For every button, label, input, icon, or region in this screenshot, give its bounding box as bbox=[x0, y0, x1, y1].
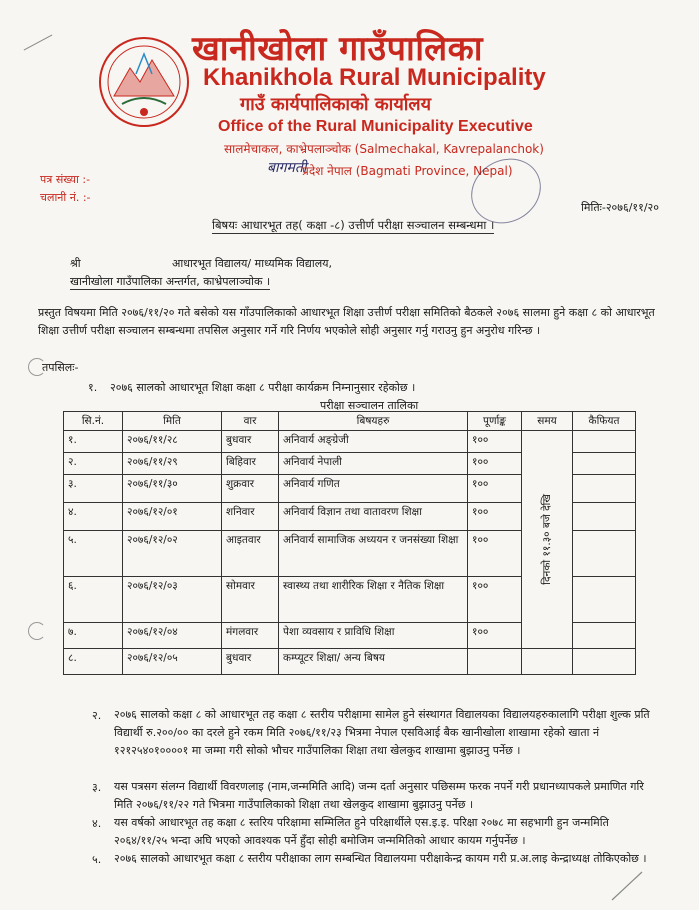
recipient-location: खानीखोला गाउँपालिका अन्तर्गत, काभ्रेपलाञ्चोक । bbox=[70, 275, 271, 288]
row-subject: पेशा व्यवसाय र प्राविधि शिक्षा bbox=[279, 623, 468, 649]
row-date: २०७६/११/३० bbox=[123, 475, 222, 503]
row-sn: ३. bbox=[64, 475, 123, 503]
row-date: २०७६/१२/०२ bbox=[123, 531, 222, 577]
row-subject: कम्प्यूटर शिक्षा/ अन्य बिषय bbox=[279, 649, 468, 675]
row-sn: ५. bbox=[64, 531, 123, 577]
row-sn: ४. bbox=[64, 503, 123, 531]
row-marks: १०० bbox=[468, 623, 522, 649]
patra-sankhya-label: पत्र संख्या :- bbox=[40, 173, 91, 186]
row-day: शुक्रवार bbox=[222, 475, 279, 503]
row-subject: अनिवार्य गणित bbox=[279, 475, 468, 503]
header-office-english: Office of the Rural Municipality Executive bbox=[218, 118, 533, 135]
row-marks: १०० bbox=[468, 503, 522, 531]
letter-date: मितिः-२०७६/११/२० bbox=[581, 201, 659, 214]
row-subject: अनिवार्य अङ्ग्रेजी bbox=[279, 431, 468, 453]
row-marks: १०० bbox=[468, 453, 522, 475]
row-marks bbox=[468, 649, 522, 675]
row-marks: १०० bbox=[468, 577, 522, 623]
item-number: ५. bbox=[92, 853, 102, 866]
column-header: पूर्णाङ्क bbox=[468, 412, 522, 431]
row-date: २०७६/१२/०१ bbox=[123, 503, 222, 531]
header-title-nepali: खानीखोला गाउँपालिका bbox=[192, 29, 484, 69]
row-remarks bbox=[573, 531, 636, 577]
header-title-english: Khanikhola Rural Municipality bbox=[203, 64, 546, 91]
header-office-nepali: गाउँ कार्यपालिकाको कार्यालय bbox=[240, 94, 432, 115]
row-remarks bbox=[573, 503, 636, 531]
row-remarks bbox=[573, 475, 636, 503]
row-day: शनिवार bbox=[222, 503, 279, 531]
row-remarks bbox=[573, 577, 636, 623]
row-remarks bbox=[573, 649, 636, 675]
column-header: मिति bbox=[123, 412, 222, 431]
tapsil-label: तपसिलः- bbox=[42, 361, 79, 374]
recipient-school: आधारभूत विद्यालय/ माध्यमिक विद्यालय, bbox=[172, 257, 333, 270]
letter-subject: बिषयः आधारभूत तह( कक्षा -८) उत्तीर्ण परीक्षा सञ्चालन सम्बन्धमा । bbox=[212, 218, 495, 232]
column-header: कैफियत bbox=[573, 412, 636, 431]
row-marks: १०० bbox=[468, 475, 522, 503]
column-header: समय bbox=[522, 412, 573, 431]
header-address-line2: प्रदेश नेपाल (Bagmati Province, Nepal) bbox=[302, 164, 513, 178]
item2-text: २०७६ सालको कक्षा ८ को आधारभूत तह कक्षा ८ स्तरीय परीक्षामा सामेल हुने संस्थागत विद्यालयका विद्यालयहरुकालागि परीक्षा शुल्क प्रति विद्यार्थी रु.२००/०० का दरले हुने रकम मिति २०७६/११/२३ भित्रमा नेपाल एसविआई बैक खानीखोला शाखामा रहेको खाता नं १२१२५४०१००००१ मा जम्मा गरी सोको भौचर गाउँपालिका शिक्षा तथा खेलकुद शाखामा बुझाउनु पर्नेछ । bbox=[114, 708, 650, 757]
margin-punch-mark bbox=[28, 622, 46, 640]
row-subject: अनिवार्य सामाजिक अध्ययन र जनसंख्या शिक्षा bbox=[279, 531, 468, 577]
row-day: बुधवार bbox=[222, 649, 279, 675]
row-subject: अनिवार्य नेपाली bbox=[279, 453, 468, 475]
intro-paragraph: प्रस्तुत विषयमा मिति २०७६/११/२० गते बसेको यस गाँउपालिकाको आधारभूत शिक्षा उत्तीर्ण परीक्षा समितिको बैठकले २०७६ सालमा हुने कक्षा ८ को आधारभूत शिक्षा उत्तीर्ण परीक्षा सञ्चालन सम्बन्धमा तपसिल अनुसार गर्ने गरि निर्णय भएकोले सोही अनुसार गर्नु गराउनु हुन अनुरोध गरिन्छ । bbox=[38, 306, 655, 337]
row-sn: २. bbox=[64, 453, 123, 475]
row-subject: अनिवार्य विज्ञान तथा वातावरण शिक्षा bbox=[279, 503, 468, 531]
item-number: २. bbox=[92, 709, 102, 722]
row-day: बुधवार bbox=[222, 431, 279, 453]
row-marks: १०० bbox=[468, 531, 522, 577]
margin-punch-mark bbox=[28, 358, 46, 376]
column-header: सि.नं. bbox=[64, 412, 123, 431]
handwritten-province: बागमती bbox=[267, 160, 307, 176]
row-subject: स्वास्थ्य तथा शारीरिक शिक्षा र नैतिक शिक्षा bbox=[279, 577, 468, 623]
item5-text: २०७६ सालको आधारभूत कक्षा ८ स्तरीय परीक्षाका लाग सम्बन्धित विद्यालयमा परीक्षाकेन्द्र कायम गरी प्र.अ.लाइ केन्द्राध्यक्ष तोकिएकोछ । bbox=[114, 852, 647, 865]
item-number: १. bbox=[88, 381, 98, 394]
pen-mark bbox=[24, 35, 53, 51]
table-caption: परीक्षा सञ्चालन तालिका bbox=[320, 399, 419, 412]
item-number: ३. bbox=[92, 781, 102, 794]
row-sn: ६. bbox=[64, 577, 123, 623]
row-day: बिहिवार bbox=[222, 453, 279, 475]
item-number: ४. bbox=[92, 817, 102, 830]
row-remarks bbox=[573, 453, 636, 475]
exam-schedule-table bbox=[63, 411, 636, 675]
recipient-shri: श्री bbox=[70, 257, 81, 270]
row-sn: १. bbox=[64, 431, 123, 453]
chalani-label: चलानी नं. :- bbox=[40, 191, 91, 204]
row-date: २०७६/१२/०४ bbox=[123, 623, 222, 649]
municipality-emblem-icon bbox=[96, 34, 192, 130]
header-address-line1: सालमेचाकल, काभ्रेपलाञ्चोक (Salmechakal, Kavrepalanchok) bbox=[224, 142, 544, 156]
pen-scribble-icon bbox=[608, 866, 648, 906]
time-note: दिनको ११.३० बजे देखि bbox=[541, 494, 553, 585]
row-date: २०७६/११/२८ bbox=[123, 431, 222, 453]
column-header: वार bbox=[222, 412, 279, 431]
table-header-row bbox=[64, 412, 636, 431]
row-date: २०७६/११/२९ bbox=[123, 453, 222, 475]
row-date: २०७६/१२/०५ bbox=[123, 649, 222, 675]
table-row bbox=[64, 431, 636, 453]
table-row bbox=[64, 649, 636, 675]
row-sn: ८. bbox=[64, 649, 123, 675]
column-header: बिषयहरु bbox=[279, 412, 468, 431]
row-time bbox=[522, 649, 573, 675]
row-day: आइतवार bbox=[222, 531, 279, 577]
item3-text: यस पत्रसग संलग्न विद्यार्थी विवरणलाइ (नाम,जन्ममिति आदि) जन्म दर्ता अनुसार पछिसम्म फरक नपर्ने गरी प्रधानध्यापकले प्रमाणित गरि मिति २०७६/११/२२ गते भित्रमा गाउँपालिकाको शिक्षा तथा खेलकुद शाखामा बुझाउनु पर्नेछ । bbox=[114, 780, 644, 811]
row-sn: ७. bbox=[64, 623, 123, 649]
row-remarks bbox=[573, 623, 636, 649]
row-date: २०७६/१२/०३ bbox=[123, 577, 222, 623]
row-day: मंगलवार bbox=[222, 623, 279, 649]
row-day: सोमवार bbox=[222, 577, 279, 623]
row-marks: १०० bbox=[468, 431, 522, 453]
item1-text: २०७६ सालको आधारभूत शिक्षा कक्षा ८ परीक्षा कार्यक्रम निम्नानुसार रहेकोछ । bbox=[110, 381, 416, 394]
row-remarks bbox=[573, 431, 636, 453]
time-cell bbox=[522, 431, 573, 649]
item4-text: यस वर्षको आधारभूत तह कक्षा ८ स्तरिय परिक्षामा सम्मिलित हुने परिक्षार्थीले एस.इ.इ. परिक्षा २०७८ मा सहभागी हुन जन्ममिति २०६४/११/२५ भन्दा अघि भएको आवश्यक पर्ने हुँदा सोही बमोजिम जन्ममितिको आधार कायम गर्नुपर्नेछ । bbox=[114, 816, 609, 847]
